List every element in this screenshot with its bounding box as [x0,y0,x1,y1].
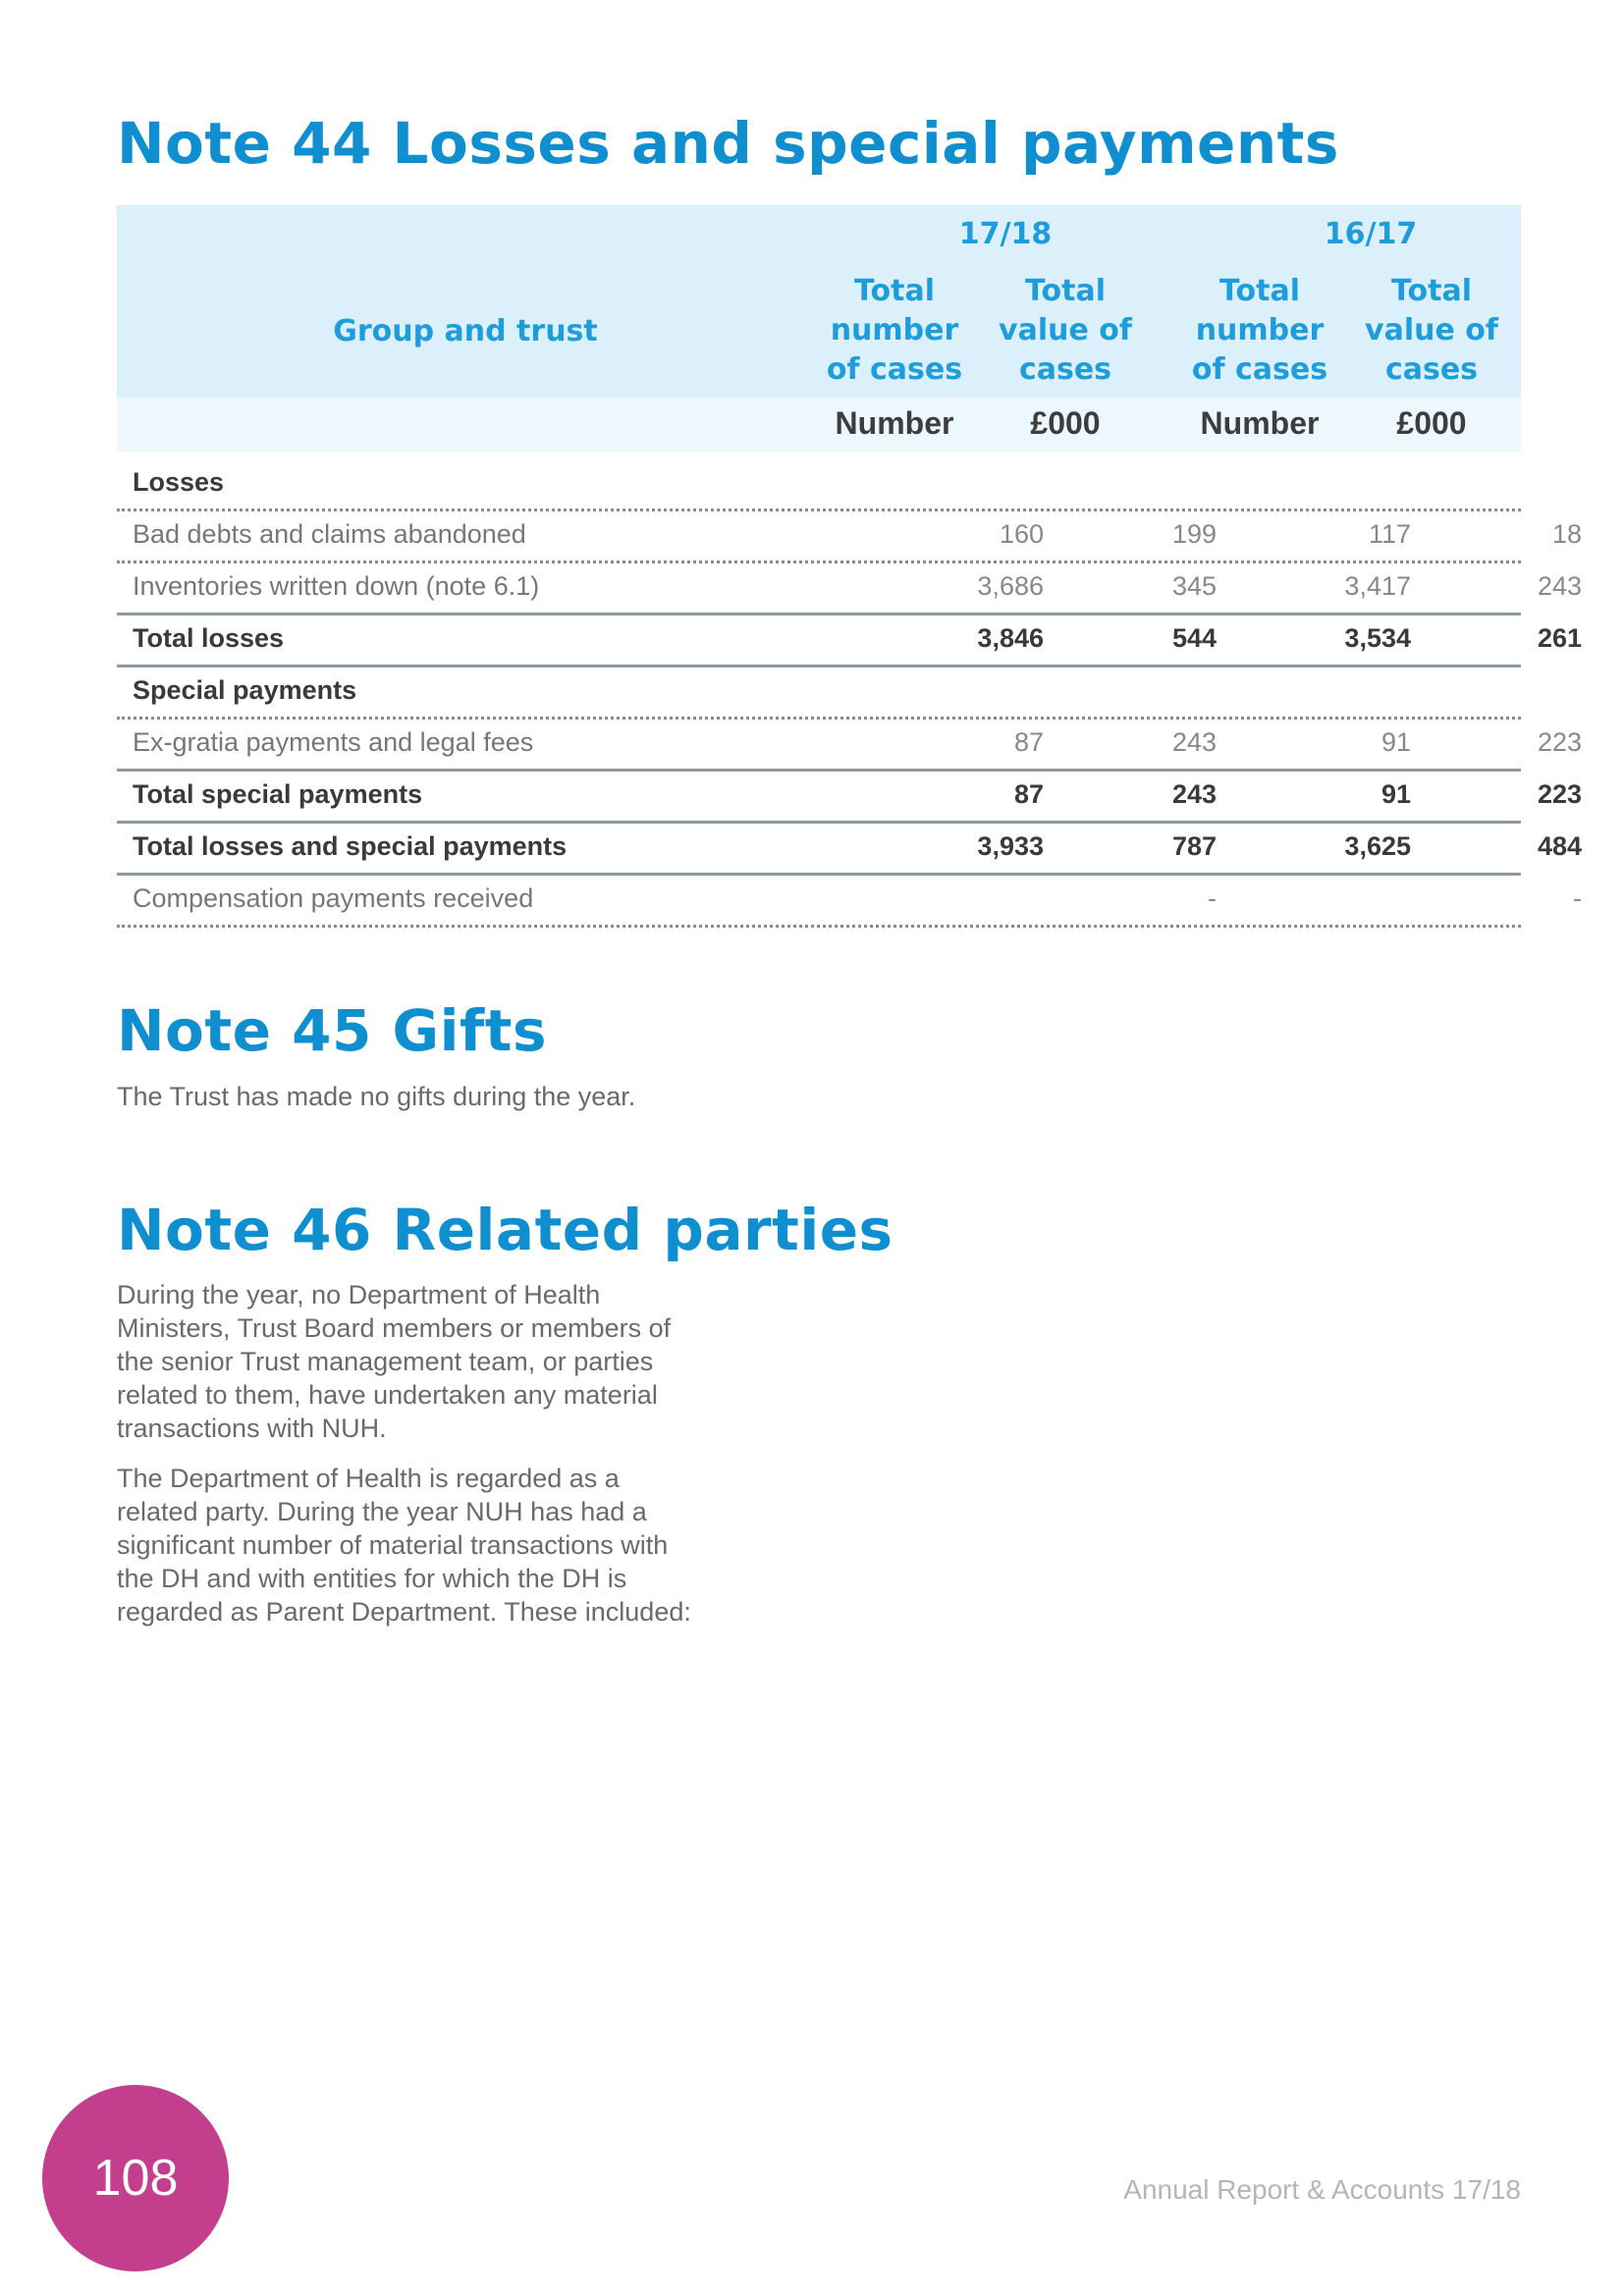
cell-value: 3,534 [1344,623,1411,653]
col-head-value-1718: Total value of cases [999,274,1132,387]
unit-number-1617: Number [1200,405,1320,441]
table-row-grand-total [117,821,1582,876]
row-label: Total losses [133,623,285,653]
table-row [117,456,1521,511]
table-row [117,508,1582,563]
cell-value: 160 [999,519,1044,549]
cell-value: 787 [1171,831,1217,861]
table-row [117,873,1582,928]
cell-value: 223 [1537,727,1582,757]
unit-gbp-1617: £000 [1396,405,1467,441]
cell-value: 199 [1171,519,1217,549]
table-row-total [117,769,1582,824]
cell-value: 87 [1013,779,1044,809]
related-parties-paragraph-2: The Department of Health is regarded as a related party. During the year NUH has had a significant number of material transactions with the DH and with entities for which the DH is regarded as Parent Department. These included: [117,1464,691,1627]
table-row [117,717,1582,772]
note-46-title: Note 46 Related parties [117,1197,893,1263]
row-label: Total losses and special payments [133,831,568,861]
year-header-1718: 17/18 [958,217,1053,251]
cell-value: 91 [1380,779,1411,809]
row-label: Losses [133,467,225,497]
footer-text: Annual Report & Accounts 17/18 [1123,2174,1521,2205]
cell-value: 117 [1368,519,1411,549]
table-row [117,665,1521,720]
cell-value: 18 [1551,519,1582,549]
cell-value: 261 [1537,623,1582,653]
cell-value: 345 [1171,571,1217,601]
cell-value: 91 [1380,727,1411,757]
unit-number-1718: Number [835,405,954,441]
row-label: Inventories written down (note 6.1) [133,571,540,601]
gifts-paragraph: The Trust has made no gifts during the year. [117,1082,636,1111]
cell-value: - [1208,883,1217,913]
col-head-cases-1718: Total number of cases [826,274,963,387]
row-label: Bad debts and claims abandoned [133,519,526,549]
group-and-trust-label: Group and trust [333,314,598,348]
page-number-badge: 108 [42,2085,229,2271]
cell-value: 544 [1171,623,1217,653]
cell-value: 243 [1171,779,1217,809]
cell-value: 3,933 [977,831,1044,861]
cell-value: 223 [1537,779,1582,809]
col-head-cases-1617: Total number of cases [1191,274,1328,387]
row-label: Ex-gratia payments and legal fees [133,727,534,757]
related-parties-paragraph-1: During the year, no Department of Health Ministers, Trust Board members or members of the senior Trust management team, or parties related to them, have undertaken any material transactions with NUH. [117,1280,672,1443]
cell-value: 3,686 [977,571,1044,601]
cell-value: 3,625 [1344,831,1411,861]
table-row [117,561,1582,615]
table-row-total [117,613,1582,667]
row-label: Compensation payments received [133,883,534,913]
cell-value: 3,417 [1344,571,1411,601]
cell-value: 243 [1537,571,1582,601]
note-44-title: Note 44 Losses and special payments [117,110,1339,177]
note-45-title: Note 45 Gifts [117,997,548,1064]
cell-value: 87 [1013,727,1044,757]
cell-value: 243 [1171,727,1217,757]
cell-value: 484 [1537,831,1582,861]
cell-value: 3,846 [977,623,1044,653]
cell-value: - [1573,883,1582,913]
unit-gbp-1718: £000 [1030,405,1101,441]
row-label: Special payments [133,675,357,705]
year-header-1617: 16/17 [1324,217,1418,251]
col-head-value-1617: Total value of cases [1365,274,1498,387]
row-label: Total special payments [133,779,423,809]
